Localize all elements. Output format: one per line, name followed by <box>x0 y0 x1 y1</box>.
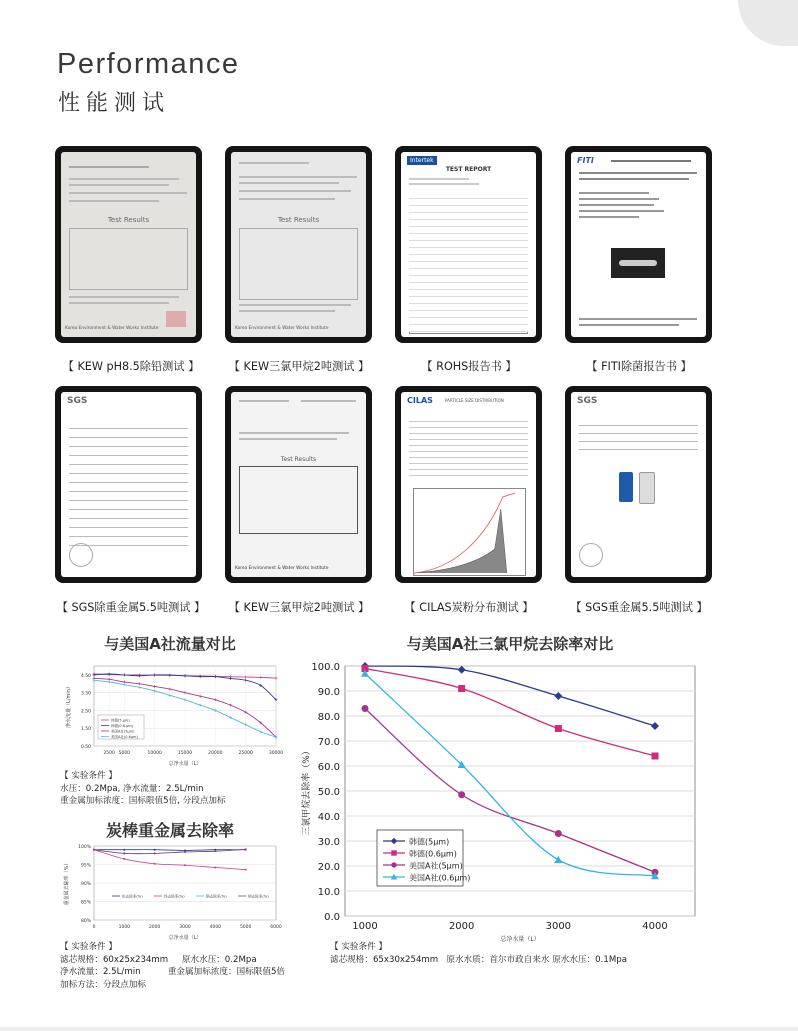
flow-chart-notes: 【 实验条件 】 水压：0.2Mpa, 净水流量：2.5L/min 重金属加标浓度：国标限值5倍, 分段点加标 <box>60 771 226 806</box>
x-tick-label: 3000 <box>179 925 191 930</box>
doc-heading: Test Results <box>107 216 150 224</box>
y-tick-label: 10.0 <box>317 887 340 898</box>
legend-label: 美国A社(5μm) <box>409 861 463 871</box>
doc-heading: TEST REPORT <box>445 166 492 173</box>
data-point <box>184 864 186 866</box>
y-tick-label: 90.0 <box>317 687 340 698</box>
certificate-document <box>571 152 706 337</box>
page-title-cn: 性能测试 <box>58 91 171 116</box>
certificate-sgs-metal-2[interactable] <box>565 386 712 583</box>
data-point <box>391 850 396 855</box>
x-tick-label: 15000 <box>177 751 193 756</box>
legend-label: 韩德(5μm) <box>409 837 450 847</box>
y-axis-label: 三氯甲烷去除率（%） <box>302 746 312 836</box>
data-point <box>214 866 216 868</box>
y-tick-label: 90% <box>80 882 91 887</box>
y-tick-label: 1.50 <box>80 727 91 733</box>
certificate-caption: 【 SGS除重金属5.5吨测试 】 <box>56 601 206 614</box>
filter-housing-photo <box>617 468 657 504</box>
data-point <box>123 858 125 860</box>
data-point <box>214 850 216 852</box>
fiti-logo: FITI <box>577 156 594 165</box>
cilas-logo: CILAS <box>407 396 433 405</box>
x-axis-label: 总净水量（L） <box>168 935 202 941</box>
legend-label: 美国A社(0.6μm) <box>409 873 471 883</box>
data-point <box>154 849 156 851</box>
x-tick-label: 20000 <box>208 751 223 756</box>
sample-photo <box>611 248 665 278</box>
x-tick-label: 4000 <box>209 925 222 930</box>
doc-footer: Korea Environment & Water Works Institute <box>235 326 329 331</box>
certificate-caption: 【 KEW pH8.5除铅测试 】 <box>62 360 200 373</box>
x-tick-label: 5000 <box>239 925 252 930</box>
legend-label: 镉去除率(%) <box>206 894 227 899</box>
certificate-fiti[interactable] <box>565 146 712 343</box>
y-tick-label: 80.0 <box>317 712 340 723</box>
sgs-logo: SGS <box>67 396 88 406</box>
x-tick-label: 1000 <box>352 921 378 932</box>
y-tick-label: 100% <box>78 845 91 850</box>
doc-heading: PARTICLE SIZE DISTRIBUTION <box>445 398 504 403</box>
data-point <box>123 849 125 851</box>
certificate-cilas[interactable] <box>395 386 542 583</box>
data-point <box>245 848 247 850</box>
y-tick-label: 20.0 <box>317 862 340 873</box>
seal-stamp <box>166 311 186 327</box>
sgs-seal <box>69 543 93 567</box>
flow-chart-title: 与美国A社流量对比 <box>104 635 236 653</box>
data-point <box>458 685 465 692</box>
x-tick-label: 10000 <box>147 751 162 756</box>
y-tick-label: 60.0 <box>317 762 340 773</box>
doc-heading: Test Results <box>280 456 317 463</box>
certificate-document <box>571 392 706 577</box>
flow-comparison-chart <box>56 660 284 768</box>
metal-chart-title: 炭棒重金属去除率 <box>105 821 234 840</box>
x-tick-label: 2500 <box>103 751 115 756</box>
data-point <box>93 849 95 851</box>
bottom-bar <box>0 1027 798 1031</box>
y-tick-label: 3.50 <box>80 691 91 697</box>
data-point <box>652 753 659 760</box>
x-axis-label: 总净水量（L） <box>500 936 540 943</box>
data-point <box>458 791 465 798</box>
certificate-kew-chloroform-2[interactable] <box>225 386 372 583</box>
data-point <box>555 725 562 732</box>
intertek-logo: Intertek <box>407 156 437 165</box>
y-tick-label: 40.0 <box>317 812 340 823</box>
legend-label: 铁去除率(%) <box>164 894 185 899</box>
metal-removal-chart <box>56 840 286 942</box>
data-point <box>154 852 156 854</box>
legend-label: 韩德(5.μm) <box>111 718 130 723</box>
certificate-document <box>61 152 196 337</box>
x-tick-label: 6000 <box>270 925 282 930</box>
y-tick-label: 4.50 <box>80 673 91 679</box>
x-tick-label: 5000 <box>118 751 131 756</box>
data-point <box>123 852 125 854</box>
y-tick-label: 100.0 <box>311 662 340 673</box>
x-tick-label: 4000 <box>642 921 668 932</box>
certificate-kew-lead[interactable] <box>55 146 202 343</box>
chloroform-chart-notes: 【 实验条件 】 滤芯规格：65x30x254mm 原水水质：首尔市政自来水 原水水压：0.1Mpa <box>330 942 627 965</box>
y-tick-label: 50.0 <box>317 787 340 798</box>
certificate-rohs[interactable] <box>395 146 542 343</box>
x-tick-label: 2000 <box>148 925 161 930</box>
corner-decoration <box>738 0 798 46</box>
sgs-logo: SGS <box>577 396 598 406</box>
y-tick-label: 2.50 <box>80 709 91 715</box>
legend-label: 铜去除率(%) <box>248 894 269 899</box>
certificate-caption: 【 KEW三氯甲烷2吨测试 】 <box>228 360 370 373</box>
certificate-document <box>231 152 366 337</box>
legend-label: 韩德(0.6.μm) <box>111 724 134 728</box>
certificate-document <box>231 392 366 577</box>
y-tick-label: 0.50 <box>80 745 91 750</box>
certificate-document <box>61 392 196 577</box>
chloroform-removal-chart <box>300 655 700 945</box>
data-point <box>555 830 562 837</box>
data-point <box>154 863 156 865</box>
x-tick-label: 25000 <box>238 751 253 756</box>
legend-label: 韩德(0.6μm) <box>409 849 457 859</box>
certificate-caption: 【 FITI除菌报告书 】 <box>586 360 692 373</box>
sgs-seal <box>579 543 603 567</box>
data-point <box>245 869 247 871</box>
data-point <box>391 862 396 867</box>
y-axis-label: 净水流量（L/min） <box>66 684 72 728</box>
certificate-caption: 【 SGS重金属5.5吨测试 】 <box>570 601 708 614</box>
doc-heading: Test Results <box>277 216 320 224</box>
data-point <box>184 851 186 853</box>
certificate-caption: 【 CILAS炭粉分布测试 】 <box>404 601 534 614</box>
doc-footer: Korea Environment & Water Works Institute <box>235 566 329 571</box>
metal-chart-notes: 【 实验条件 】 滤芯规格：60x25x234mm 原水水压：0.2Mpa 净水流量：2.5L/min 重金属加标浓度：国标限值5倍 加标方法：分段点加标 <box>60 942 286 990</box>
certificate-document <box>401 152 536 337</box>
certificate-kew-chloroform-1[interactable] <box>225 146 372 343</box>
legend-label: 美国A社(5μm) <box>111 729 135 734</box>
x-axis-label: 总净水量（L） <box>168 761 202 767</box>
x-tick-label: 3000 <box>545 921 572 932</box>
certificate-caption: 【 KEW三氯甲烷2吨测试 】 <box>228 601 370 614</box>
y-tick-label: 0.0 <box>324 912 340 923</box>
legend-label: 美国A社(0.6μm) <box>111 735 138 739</box>
legend-label: 铅去除率(%) <box>122 894 143 899</box>
certificate-sgs-metal-1[interactable] <box>55 386 202 583</box>
x-tick-label: 30000 <box>268 751 284 756</box>
certificate-caption: 【 ROHS报告书 】 <box>421 360 517 373</box>
y-axis-label: 重金属去除率（%） <box>64 860 70 906</box>
doc-footer: Korea Environment & Water Works Institute <box>65 326 159 331</box>
certificate-document <box>401 392 536 577</box>
x-tick-label: 2000 <box>448 921 475 932</box>
distribution-plot <box>413 488 526 576</box>
y-tick-label: 95% <box>80 863 91 869</box>
data-point <box>362 705 369 712</box>
y-tick-label: 30.0 <box>317 837 340 848</box>
x-tick-label: 0 <box>92 925 96 930</box>
page-title-en: Performance <box>57 48 240 80</box>
chloroform-chart-title: 与美国A社三氯甲烷去除率对比 <box>406 635 614 653</box>
x-tick-label: 1000 <box>118 925 131 930</box>
y-tick-label: 70.0 <box>317 737 340 748</box>
y-tick-label: 85% <box>80 900 91 906</box>
y-tick-label: 80% <box>80 919 91 924</box>
